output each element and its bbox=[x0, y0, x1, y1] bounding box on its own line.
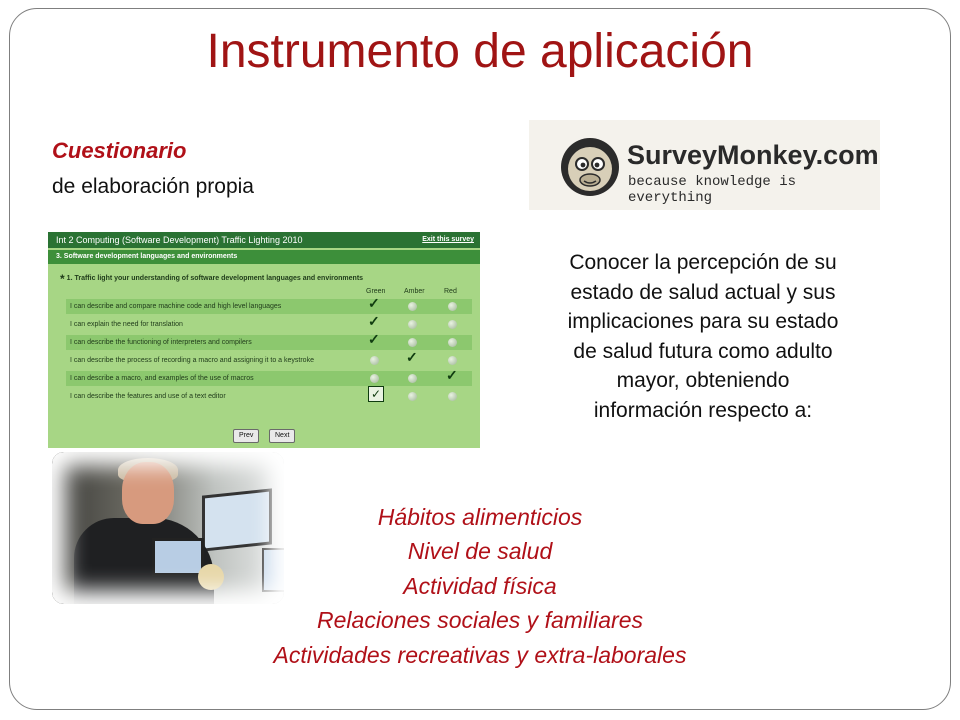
topic-item: Relaciones sociales y familiares bbox=[317, 607, 643, 633]
check-icon[interactable]: ✓ bbox=[446, 367, 458, 383]
survey-row-label: I can explain the need for translation bbox=[70, 321, 183, 328]
survey-row bbox=[66, 313, 472, 332]
logo-name: SurveyMonkey.com bbox=[627, 140, 879, 170]
check-icon[interactable]: ✓ bbox=[368, 295, 380, 311]
survey-question bbox=[60, 272, 363, 286]
radio-option-red[interactable] bbox=[448, 392, 457, 401]
radio-option-red[interactable] bbox=[448, 320, 457, 329]
survey-row-label: I can describe the functioning of interpreters and compilers bbox=[70, 339, 252, 346]
survey-column-header: Green bbox=[366, 288, 386, 295]
survey-screenshot bbox=[48, 232, 480, 448]
description-line: Conocer la percepción de su bbox=[569, 251, 837, 274]
subtitle-emphasis: Cuestionario bbox=[52, 138, 187, 163]
description-line: estado de salud actual y sus bbox=[570, 280, 836, 304]
survey-title: Int 2 Computing (Software Development) Traffic Lighting 2010 bbox=[56, 235, 303, 245]
description-line: de salud futura como adulto bbox=[573, 339, 833, 363]
check-icon[interactable]: ✓ bbox=[368, 313, 380, 329]
logo-tagline: because knowledge is everything bbox=[628, 174, 797, 206]
survey-section-title: 3. Software development languages and environments bbox=[48, 250, 480, 264]
radio-option-red[interactable] bbox=[448, 356, 457, 365]
slide-title: Instrumento de aplicación bbox=[206, 25, 754, 78]
description-line: mayor, obteniendo bbox=[616, 369, 790, 392]
surveymonkey-logo bbox=[529, 120, 880, 210]
topic-item: Actividad física bbox=[403, 573, 557, 599]
topic-item: Actividades recreativas y extra-laborales bbox=[273, 642, 687, 668]
survey-row bbox=[66, 367, 472, 386]
subtitle-text: de elaboración propia bbox=[52, 175, 254, 198]
survey-row-label: I can describe and compare machine code and high level languages bbox=[70, 303, 282, 310]
check-icon[interactable]: ✓ bbox=[406, 349, 418, 365]
description-line: implicaciones para su estado bbox=[567, 310, 839, 333]
description-text bbox=[518, 248, 888, 425]
prev-button[interactable]: Prev bbox=[233, 429, 259, 443]
survey-row-label: I can describe the features and use of a text editor bbox=[70, 393, 226, 400]
required-star-icon: * bbox=[60, 272, 65, 286]
check-icon[interactable]: ✓ bbox=[368, 331, 380, 347]
radio-option-green[interactable] bbox=[370, 356, 379, 365]
radio-option-red[interactable] bbox=[448, 338, 457, 347]
exit-survey-link[interactable]: Exit this survey bbox=[422, 236, 474, 243]
radio-option-amber[interactable] bbox=[408, 338, 417, 347]
survey-row bbox=[66, 331, 472, 350]
survey-column-header: Red bbox=[444, 288, 457, 295]
monkey-icon bbox=[559, 136, 621, 198]
survey-row bbox=[66, 295, 472, 314]
topic-item: Hábitos alimenticios bbox=[377, 504, 583, 530]
survey-column-header: Amber bbox=[404, 288, 425, 295]
description-line: información respecto a: bbox=[593, 398, 813, 422]
radio-option-amber[interactable] bbox=[408, 392, 417, 401]
radio-option-green[interactable] bbox=[370, 374, 379, 383]
next-button[interactable]: Next bbox=[269, 429, 295, 443]
survey-row-label: I can describe a macro, and examples of the use of macros bbox=[70, 375, 254, 382]
topic-item: Nivel de salud bbox=[407, 538, 553, 564]
survey-header bbox=[48, 232, 480, 248]
survey-question-text: 1. Traffic light your understanding of software development languages and environments bbox=[66, 275, 364, 282]
radio-option-red[interactable] bbox=[448, 302, 457, 311]
survey-row bbox=[66, 349, 472, 368]
radio-option-amber[interactable] bbox=[408, 374, 417, 383]
radio-option-amber[interactable] bbox=[408, 320, 417, 329]
check-icon[interactable]: ✓ bbox=[368, 386, 384, 402]
survey-row-label: I can describe the process of recording a macro and assigning it to a keystroke bbox=[70, 357, 314, 364]
radio-option-amber[interactable] bbox=[408, 302, 417, 311]
survey-row bbox=[66, 389, 472, 404]
